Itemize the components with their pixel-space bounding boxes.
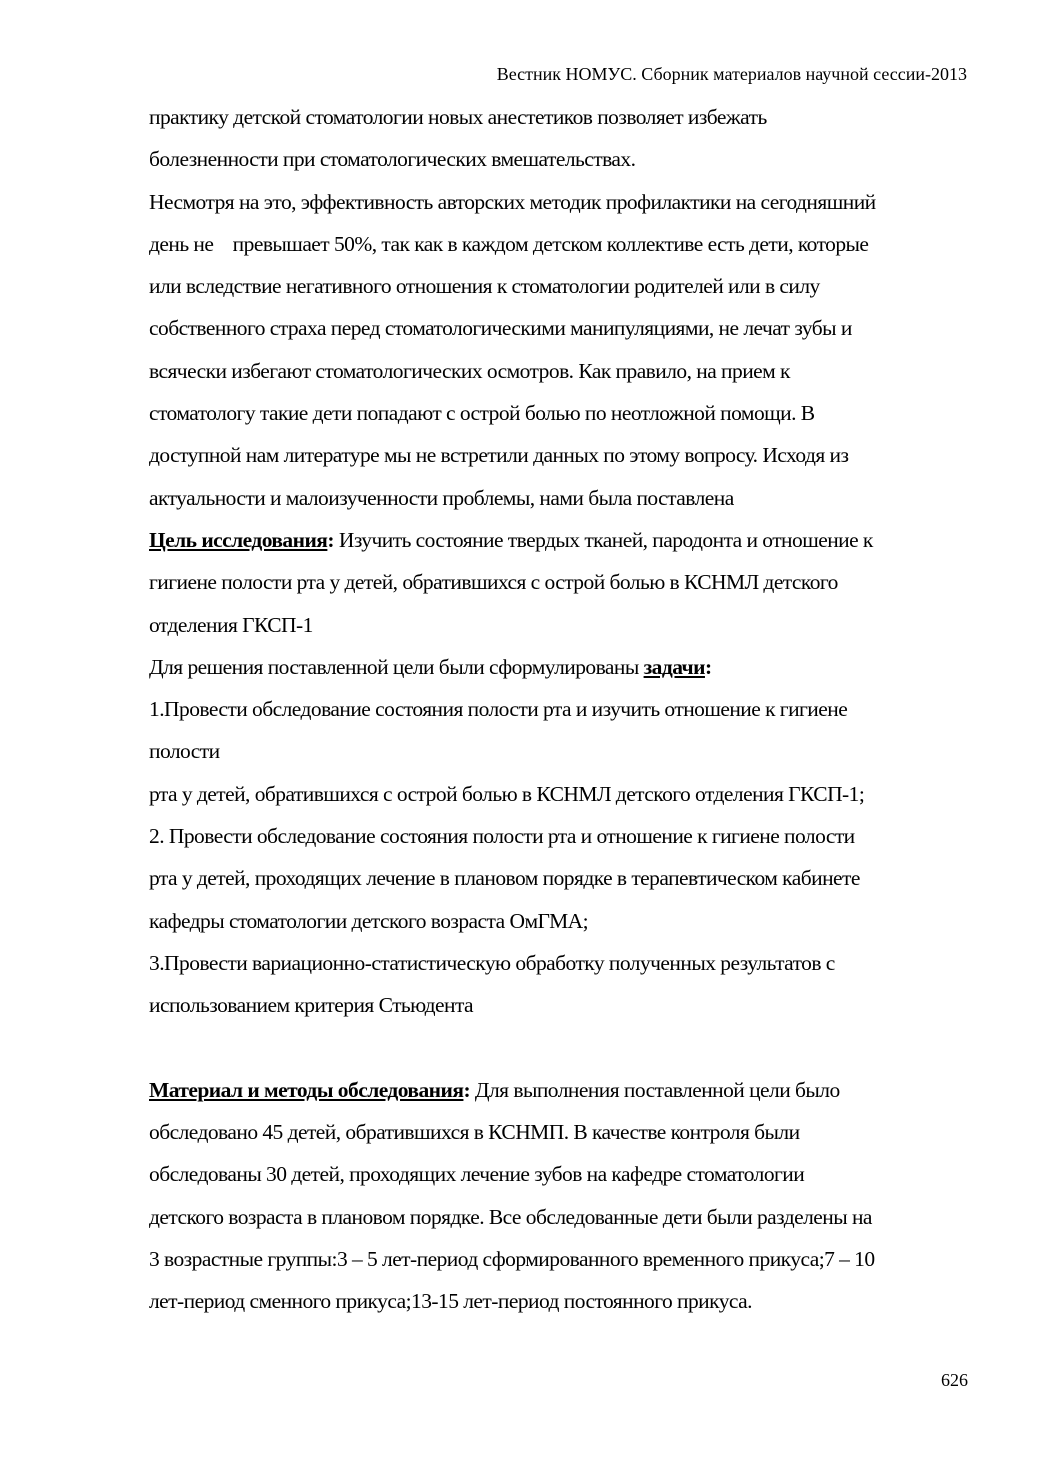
text-line: гигиене полости рта у детей, обратившихся с острой болью в КСНМЛ детского [149, 570, 838, 595]
aim-heading: Цель исследования [149, 527, 328, 552]
running-header: Вестник НОМУС. Сборник материалов научной сессии-2013 [496, 64, 967, 84]
text-line: обследованы 30 детей, проходящих лечение зубов на кафедре стоматологии [149, 1162, 805, 1187]
body-text [149, 96, 979, 1323]
task-line: 2. Провести обследование состояния полости рта и отношение к гигиене полости [149, 824, 855, 849]
text-line: Несмотря на это, эффективность авторских методик профилактики на сегодняшний [149, 189, 876, 214]
text-line: обследовано 45 детей, обратившихся в КСНМП. В качестве контроля были [149, 1120, 800, 1145]
text-line: практику детской стоматологии новых анестетиков позволяет избежать [149, 105, 767, 129]
task-line: 3.Провести вариационно-статистическую обработку полученных результатов с [149, 950, 835, 975]
text-line: собственного страха перед стоматологическими манипуляциями, не лечат зубы и [149, 316, 852, 341]
text-line: болезненности при стоматологических вмешательствах. [149, 147, 636, 172]
methods-paragraph-first-line [149, 1069, 979, 1111]
task-line: кафедры стоматологии детского возраста ОмГМА; [149, 908, 589, 933]
paragraph-spacer [149, 1027, 979, 1069]
methods-text: Для выполнения поставленной цели было [470, 1077, 840, 1102]
task-line: 1.Провести обследование состояния полости рта и изучить отношение к гигиене [149, 697, 848, 722]
task-line: полости [149, 739, 220, 764]
text-line: стоматологу такие дети попадают с острой болью по неотложной помощи. В [149, 401, 815, 426]
text-line: 3 возрастные группы:3 – 5 лет-период сформированного временного прикуса;7 – 10 [149, 1247, 875, 1272]
task-line: использованием критерия Стьюдента [149, 993, 474, 1018]
text-line: актуальности и малоизученности проблемы, нами была поставлена [149, 485, 734, 510]
aim-heading-colon: : [327, 527, 335, 552]
task-line: рта у детей, проходящих лечение в плановом порядке в терапевтическом кабинете [149, 866, 860, 891]
methods-heading: Материал и методы обследования [149, 1077, 464, 1102]
methods-heading-colon: : [463, 1077, 471, 1102]
text-line: лет-период сменного прикуса;13-15 лет-период постоянного прикуса. [149, 1289, 752, 1314]
text-line: день не превышает 50%, так как в каждом детском коллективе есть дети, которые [149, 231, 869, 256]
tasks-intro-text: Для решения поставленной цели были сформулированы [149, 654, 644, 679]
text-line: доступной нам литературе мы не встретили данных по этому вопросу. Исходя из [149, 443, 849, 468]
text-line: или вследствие негативного отношения к стоматологии родителей или в силу [149, 274, 820, 299]
tasks-intro-line [149, 646, 979, 688]
tasks-heading: задачи [643, 654, 705, 679]
aim-text: Изучить состояние твердых тканей, пародонта и отношение к [334, 527, 873, 552]
text-line: детского возраста в плановом порядке. Все обследованные дети были разделены на [149, 1204, 872, 1229]
text-line: отделения ГКСП-1 [149, 612, 313, 637]
text-line: всячески избегают стоматологических осмотров. Как правило, на прием к [149, 358, 790, 383]
aim-paragraph-first-line [149, 519, 979, 561]
tasks-heading-colon: : [704, 654, 712, 679]
task-line: рта у детей, обратившихся с острой болью в КСНМЛ детского отделения ГКСП-1; [149, 781, 865, 806]
page-number: 626 [941, 1370, 968, 1390]
